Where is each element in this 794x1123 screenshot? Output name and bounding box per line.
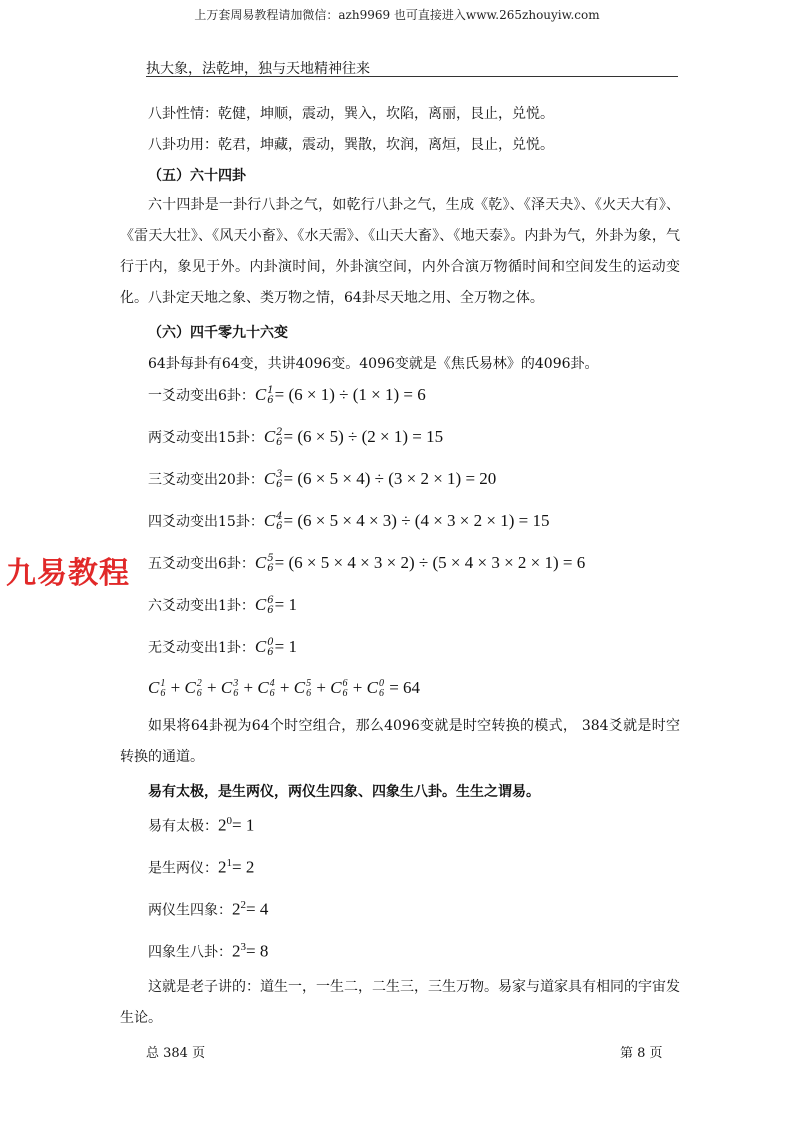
power-exponent: 2 bbox=[240, 899, 246, 911]
sum-sup: 6 bbox=[342, 678, 348, 690]
formula-sup: 1 bbox=[267, 384, 274, 396]
power-exponent: 0 bbox=[226, 815, 232, 827]
formula-indices bbox=[267, 386, 273, 406]
formula-row bbox=[148, 553, 585, 574]
formula-indices bbox=[267, 596, 273, 616]
power-row bbox=[148, 941, 268, 961]
formula-indices bbox=[276, 470, 282, 490]
section-heading-6: （六）四千零九十六变 bbox=[148, 325, 288, 341]
formula-symbol: C bbox=[254, 385, 267, 404]
running-header: 执大象，法乾坤，独与天地精神往来 bbox=[146, 61, 370, 77]
top-note: 上万套周易教程请加微信：azh9969 也可直接进入www.265zhouyiw.com bbox=[194, 8, 600, 22]
sum-sup: 0 bbox=[378, 678, 384, 690]
formula-row bbox=[148, 595, 297, 616]
plus-sign: + bbox=[275, 678, 294, 697]
formula-label: 三爻动变出20卦： bbox=[148, 472, 264, 488]
sum-sub: 6 bbox=[342, 688, 348, 700]
line-bagua-gongyong: 八卦功用：乾君，坤藏，震动，巽散，坎润，离烜，艮止，兑悦。 bbox=[148, 137, 554, 153]
formula-label: 一爻动变出6卦： bbox=[148, 388, 255, 404]
formula-indices bbox=[267, 554, 273, 574]
formula-label: 六爻动变出1卦： bbox=[148, 598, 255, 614]
sum-sup: 2 bbox=[196, 678, 202, 690]
formula-row bbox=[148, 469, 496, 490]
formula-symbol: C bbox=[254, 553, 267, 572]
sum-sup: 3 bbox=[233, 678, 239, 690]
sum-symbol: C bbox=[148, 678, 160, 697]
sum-result: = 64 bbox=[389, 678, 421, 697]
formula-row bbox=[148, 427, 443, 448]
formula-expression: = (6 × 5 × 4) ÷ (3 × 2 × 1) = 20 bbox=[283, 469, 497, 488]
formula-label: 无爻动变出1卦： bbox=[148, 640, 255, 656]
formula-sub: 6 bbox=[276, 478, 283, 490]
formula-symbol: C bbox=[263, 511, 276, 530]
formula-symbol: C bbox=[263, 469, 276, 488]
formula-sup: 2 bbox=[276, 426, 283, 438]
line-4096: 64卦每卦有64变，共讲4096变。4096变就是《焦氏易林》的4096卦。 bbox=[148, 356, 599, 372]
formula-sub: 6 bbox=[267, 394, 274, 406]
formula-sup: 6 bbox=[267, 594, 274, 606]
bold-taiji-line: 易有太极，是生两仪，两仪生四象、四象生八卦。生生之谓易。 bbox=[148, 784, 540, 800]
sum-sub: 6 bbox=[269, 688, 275, 700]
plus-sign: + bbox=[166, 678, 185, 697]
sum-indices bbox=[379, 679, 384, 699]
power-row bbox=[148, 857, 254, 877]
formula-symbol: C bbox=[254, 595, 267, 614]
sum-indices bbox=[197, 679, 202, 699]
power-result: = 4 bbox=[246, 899, 269, 919]
formula-expression: = (6 × 1) ÷ (1 × 1) = 6 bbox=[274, 385, 426, 404]
power-base: 2 bbox=[232, 899, 241, 919]
sum-symbol: C bbox=[184, 678, 196, 697]
formula-sub: 6 bbox=[276, 436, 283, 448]
footer-total-pages: 总 384 页 bbox=[146, 1046, 206, 1061]
power-base: 2 bbox=[218, 815, 227, 835]
formula-label: 四爻动变出15卦： bbox=[148, 514, 264, 530]
sum-symbol: C bbox=[257, 678, 269, 697]
formula-sup: 3 bbox=[276, 468, 283, 480]
sum-indices bbox=[343, 679, 348, 699]
sum-term bbox=[202, 678, 239, 700]
section-heading-5: （五）六十四卦 bbox=[148, 168, 246, 184]
sum-term bbox=[239, 678, 275, 700]
power-result: = 8 bbox=[246, 941, 269, 961]
sum-symbol: C bbox=[366, 678, 378, 697]
sum-sub: 6 bbox=[306, 688, 312, 700]
power-label: 两仪生四象： bbox=[148, 902, 232, 919]
formula-row bbox=[148, 637, 297, 658]
header-rule bbox=[146, 76, 678, 77]
formula-expression: = 1 bbox=[274, 637, 297, 656]
formula-row bbox=[148, 385, 426, 406]
sum-sup: 1 bbox=[160, 678, 166, 690]
sum-sup: 5 bbox=[306, 678, 312, 690]
formula-expression: = (6 × 5 × 4 × 3 × 2) ÷ (5 × 4 × 3 × 2 × 1) = 6 bbox=[274, 553, 586, 572]
formula-label: 两爻动变出15卦： bbox=[148, 430, 264, 446]
power-label: 四象生八卦： bbox=[148, 944, 232, 961]
paragraph-spacetime: 如果将64卦视为64个时空组合，那么4096变就是时空转换的模式， 384爻就是时空转换的通道。 bbox=[120, 718, 680, 765]
sum-term bbox=[312, 678, 348, 700]
sum-indices bbox=[270, 679, 275, 699]
plus-sign: + bbox=[202, 678, 221, 697]
sum-sub: 6 bbox=[233, 688, 239, 700]
sum-indices bbox=[306, 679, 311, 699]
sum-sub: 6 bbox=[378, 688, 384, 700]
sum-term bbox=[275, 678, 312, 700]
power-label: 易有太极： bbox=[148, 818, 218, 835]
formula-indices bbox=[267, 638, 273, 658]
formula-indices bbox=[276, 428, 282, 448]
watermark-logo: 九易教程 bbox=[6, 556, 130, 591]
formula-expression: = (6 × 5) ÷ (2 × 1) = 15 bbox=[283, 427, 444, 446]
formula-expression: = (6 × 5 × 4 × 3) ÷ (4 × 3 × 2 × 1) = 15 bbox=[283, 511, 550, 530]
sum-formula bbox=[148, 678, 420, 699]
power-row bbox=[148, 815, 254, 835]
sum-symbol: C bbox=[293, 678, 306, 697]
sum-symbol: C bbox=[220, 678, 233, 697]
paragraph-64-gua: 六十四卦是一卦行八卦之气，如乾行八卦之气，生成《乾》、《泽天夬》、《火天大有》、《雷天大壮》、《风天小畜》、《水天需》、《山天大畜》、《地天泰》。内卦为气，外卦为象，气行于内，象见于外。内卦演时间，外卦演空间，内外合演万物循时间和空间发生的运动变化。八卦定天地之象、类万物之情，64卦尽天地之用、全万物之体。 bbox=[120, 197, 680, 306]
sum-term bbox=[166, 678, 202, 700]
power-result: = 1 bbox=[232, 815, 255, 835]
formula-sub: 6 bbox=[267, 604, 274, 616]
power-exponent: 3 bbox=[240, 941, 246, 953]
sum-sup: 4 bbox=[269, 678, 275, 690]
formula-symbol: C bbox=[254, 637, 267, 656]
power-base: 2 bbox=[218, 857, 227, 877]
plus-sign: + bbox=[312, 678, 331, 697]
sum-symbol: C bbox=[330, 678, 342, 697]
sum-sub: 6 bbox=[196, 688, 202, 700]
formula-row bbox=[148, 511, 549, 532]
power-base: 2 bbox=[232, 941, 241, 961]
formula-indices bbox=[276, 512, 282, 532]
plus-sign: + bbox=[348, 678, 367, 697]
power-exponent: 1 bbox=[226, 857, 232, 869]
formula-sub: 6 bbox=[276, 520, 283, 532]
formula-symbol: C bbox=[263, 427, 276, 446]
sum-term bbox=[148, 678, 166, 700]
power-label: 是生两仪： bbox=[148, 860, 218, 877]
formula-sup: 4 bbox=[276, 510, 283, 522]
line-bagua-xingqing: 八卦性情：乾健，坤顺，震动，巽入，坎陷，离丽，艮止，兑悦。 bbox=[148, 106, 554, 122]
formula-sub: 6 bbox=[267, 562, 274, 574]
power-result: = 2 bbox=[232, 857, 255, 877]
formula-label: 五爻动变出6卦： bbox=[148, 556, 255, 572]
power-row bbox=[148, 899, 268, 919]
paragraph-laozi: 这就是老子讲的：道生一，一生二，二生三，三生万物。易家与道家具有相同的宇宙发生论。 bbox=[120, 979, 680, 1026]
formula-sub: 6 bbox=[267, 646, 274, 658]
sum-sub: 6 bbox=[160, 688, 166, 700]
formula-sup: 5 bbox=[267, 552, 274, 564]
sum-indices bbox=[233, 679, 238, 699]
formula-expression: = 1 bbox=[274, 595, 297, 614]
formula-sup: 0 bbox=[267, 636, 274, 648]
sum-indices bbox=[160, 679, 165, 699]
sum-term bbox=[348, 678, 385, 700]
plus-sign: + bbox=[239, 678, 258, 697]
footer-page-number: 第 8 页 bbox=[620, 1046, 663, 1061]
